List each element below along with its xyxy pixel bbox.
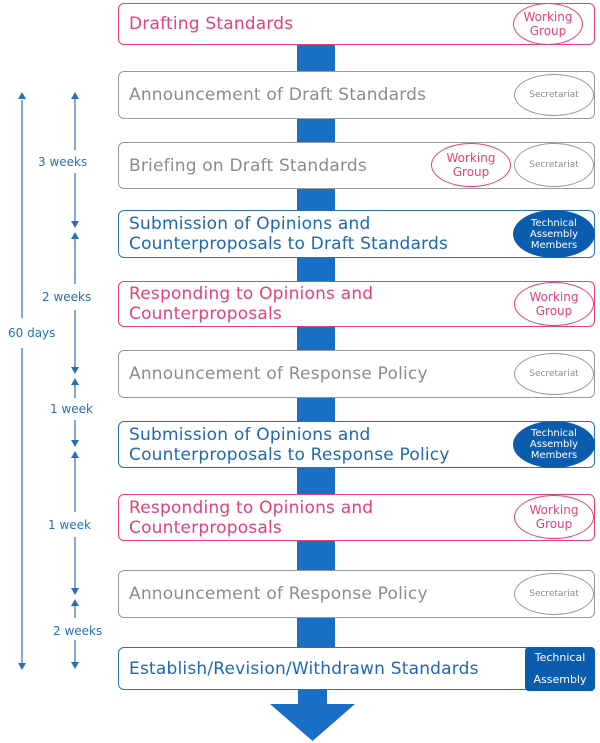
arrow-head xyxy=(71,92,79,99)
working-group-badge: Working Group xyxy=(431,143,511,187)
step-label: Drafting Standards xyxy=(129,14,294,34)
arrow-head xyxy=(71,367,79,374)
step-label: Responding to Opinions and Counterproposals xyxy=(129,497,374,538)
arrow-head xyxy=(71,599,79,606)
step-announcement-response-policy-1 xyxy=(118,350,595,398)
duration-1-week-label: 1 week xyxy=(50,402,93,416)
step-label: Announcement of Response Policy xyxy=(129,364,428,384)
technical-assembly-members-badge: Technical Assembly Members xyxy=(513,210,595,258)
step-establish-revision-withdrawn xyxy=(118,647,595,690)
duration-total-label: 60 days xyxy=(8,326,56,340)
step-label: Responding to Opinions and Counterproposals xyxy=(129,284,374,324)
step-label: Submission of Opinions and Counterproposals to Draft Standards xyxy=(129,214,449,254)
flow-connector-6 xyxy=(297,397,335,422)
arrow-head xyxy=(18,92,26,99)
step-briefing-draft-standards xyxy=(118,142,595,189)
timeline xyxy=(18,92,79,670)
flow-connector-2 xyxy=(297,118,335,143)
flow-connector-5 xyxy=(297,326,335,351)
arrow-head xyxy=(71,232,79,239)
duration-2-weeks-label-2: 2 weeks xyxy=(53,624,103,638)
secretariat-badge: Secretariat xyxy=(514,353,594,395)
arrow-head xyxy=(71,440,79,447)
arrow-head xyxy=(71,588,79,595)
arrow-head xyxy=(18,663,26,670)
step-label: Briefing on Draft Standards xyxy=(129,155,367,176)
step-drafting-standards xyxy=(118,3,595,45)
step-announcement-response-policy-2 xyxy=(118,570,595,618)
step-label: Submission of Opinions and Counterproposals to Response Policy xyxy=(129,424,450,465)
flow-connector-4 xyxy=(297,257,335,282)
flow-connector-1 xyxy=(297,44,335,72)
step-announcement-draft-standards xyxy=(118,71,595,119)
technical-assembly-badge: Technical Assembly xyxy=(525,647,595,691)
step-submission-opinions-draft xyxy=(118,210,595,258)
secretariat-badge: Secretariat xyxy=(514,143,594,187)
step-label: Establish/Revision/Withdrawn Standards xyxy=(129,658,479,679)
step-label: Announcement of Response Policy xyxy=(129,584,428,604)
flow-down-arrow xyxy=(270,690,355,741)
flow-connector-7 xyxy=(297,467,335,495)
secretariat-badge: Secretariat xyxy=(514,74,594,116)
technical-assembly-members-badge: Technical Assembly Members xyxy=(513,421,595,468)
arrow-head xyxy=(71,662,79,669)
working-group-badge: Working Group xyxy=(514,282,594,326)
flow-connector-3 xyxy=(297,188,335,211)
arrow-head xyxy=(71,221,79,228)
flow-connector-8 xyxy=(297,540,335,571)
step-responding-opinions-2 xyxy=(118,494,595,541)
flow-connectors xyxy=(297,44,335,648)
duration-2-weeks-label: 2 weeks xyxy=(42,290,92,304)
working-group-badge: Working Group xyxy=(513,3,583,45)
step-label: Announcement of Draft Standards xyxy=(129,85,427,105)
duration-3-weeks-label: 3 weeks xyxy=(38,155,88,169)
secretariat-badge: Secretariat xyxy=(514,573,594,615)
step-submission-opinions-response xyxy=(118,421,595,468)
arrow-head xyxy=(71,451,79,458)
flow-connector-9 xyxy=(297,617,335,648)
working-group-badge: Working Group xyxy=(514,495,594,539)
arrow-head xyxy=(71,378,79,385)
duration-1-week-label-2: 1 week xyxy=(48,518,91,532)
step-responding-opinions-1 xyxy=(118,281,595,327)
